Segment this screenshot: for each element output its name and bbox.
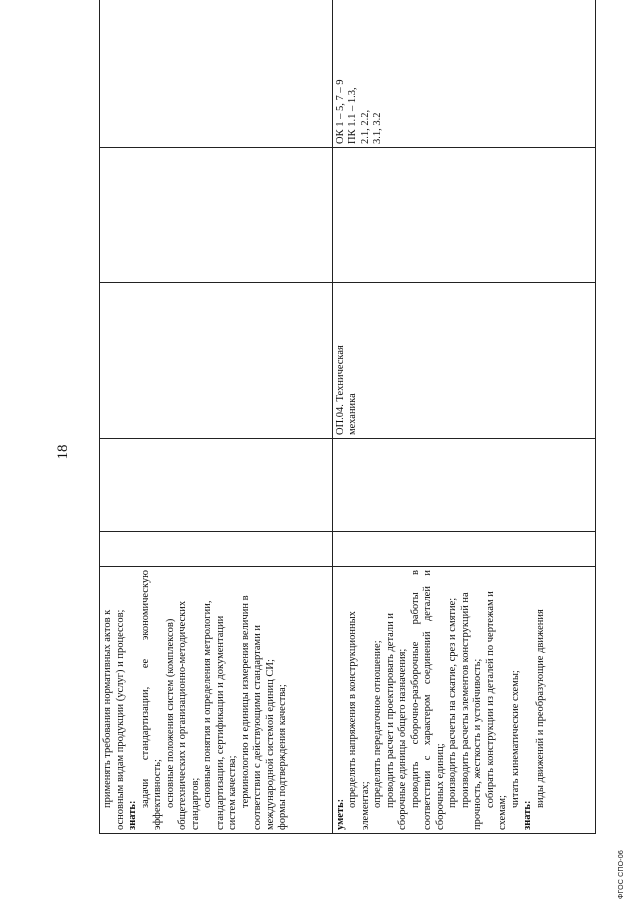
empty-cell (100, 283, 333, 439)
empty-cell (100, 532, 333, 567)
page-number: 18 (55, 444, 71, 460)
skills-heading: уметь: (334, 798, 346, 830)
empty-cell (332, 148, 595, 283)
empty-cell (332, 532, 595, 567)
text-line: стандартизации, сертификации и документации (214, 615, 226, 830)
empty-cell (332, 439, 595, 532)
competency-line: ПК 1.1 – 1.3, (347, 87, 359, 144)
justified-line: задачи стандартизации, ее экономическую (139, 570, 151, 808)
text-line: эффективность; (152, 759, 163, 830)
discipline-line: ОП.04. Техническая (334, 345, 346, 435)
competency-line: 3.1, 3.2 (372, 112, 384, 144)
know-heading: знать: (522, 800, 534, 830)
text-line: сборочные единицы общего назначения; (397, 648, 409, 830)
text-line: основные понятия и определения метрологии, (202, 600, 213, 808)
text-line: определять передаточное отношение; (372, 640, 384, 808)
empty-cell (100, 439, 333, 532)
justified-line: проводить сборочно-разборочные работы в (409, 570, 421, 808)
text-line: прочность, жесткость и устойчивость; (472, 658, 484, 830)
text-line: применять требования нормативных актов к (102, 609, 113, 808)
text-line: читать кинематические схемы; (509, 670, 521, 808)
text-line: международной системой единиц СИ; (264, 659, 276, 830)
discipline-cell (332, 283, 595, 439)
text-line: общетехнических и организационно-методических (177, 600, 188, 830)
text-line: основным видам продукции (услуг) и процессов; (114, 609, 126, 830)
table-row (332, 0, 595, 834)
discipline-line: механика (347, 393, 359, 435)
requirements-cell-upper (100, 567, 333, 834)
requirements-cell-lower (332, 567, 595, 834)
empty-cell (100, 0, 333, 148)
text-line: стандартов; (189, 777, 201, 830)
text-line: собирать конструкции из деталей по чертежам и (484, 591, 496, 808)
text-line: определять напряжения в конструкционных (347, 611, 359, 808)
text-line: проводить расчет и проектировать детали и (384, 612, 396, 808)
table-row (100, 0, 333, 834)
text-line: схемам; (497, 795, 509, 830)
text-line: основные положения систем (комплексов) (164, 618, 176, 808)
competency-line: ОК 1 – 5, 7 – 9 (334, 79, 346, 144)
empty-cell (100, 148, 333, 283)
text-line: производить расчеты на сжатие, срез и смятие; (447, 597, 459, 808)
text-line: терминологию и единицы измерения величин в (239, 595, 251, 808)
know-heading: знать: (127, 800, 138, 830)
text-line: элементах; (359, 781, 371, 830)
standard-table (99, 0, 596, 834)
justified-line: соответствии с характером соединений деталей и (422, 570, 434, 830)
text-line: сборочных единиц; (434, 743, 446, 830)
text-line: соответствии с действующими стандартами и (252, 624, 263, 830)
text-line: виды движений и преобразующие движения (534, 609, 546, 808)
text-line: производить расчеты элементов конструкций на (459, 592, 471, 808)
competencies-cell (332, 0, 595, 148)
text-line: систем качества; (227, 755, 238, 830)
competency-line: 2.1, 2.2, (359, 109, 371, 144)
text-line: формы подтверждения качества; (277, 684, 288, 830)
footer-code: ФГОС СПО-06 (618, 849, 625, 899)
